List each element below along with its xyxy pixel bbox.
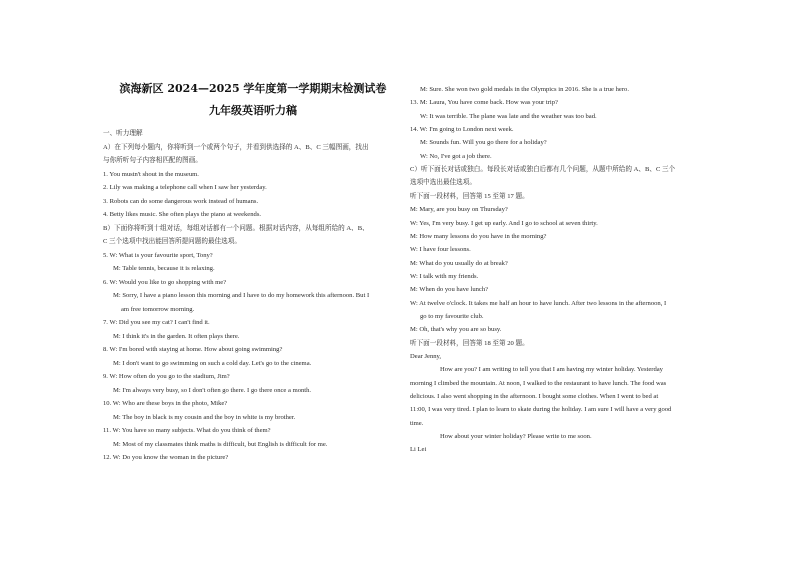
text-line: W: I talk with my friends. <box>410 272 479 280</box>
text-line: 10. W: Who are these boys in the photo, Mike? <box>103 400 228 407</box>
text-line: W: I have four lessons. <box>410 246 471 254</box>
text-line: 听下面一段材料，回答第 18 至第 20 题。 <box>410 339 529 347</box>
text-line: B）下面你将听到十组对话，每组对话都有一个问题。根据对话内容，从每组所给的 A、B、 <box>103 224 369 232</box>
text-line: C）听下面长对话或独白。每段长对话或独白后都有几个问题，从题中所给的 A、B、C 三个 <box>410 166 676 174</box>
text-line: M: Table tennis, because it is relaxing. <box>113 265 215 272</box>
text-line: W: It was terrible. The plane was late and the weather was too bad. <box>420 112 597 120</box>
text-line: W: No, I've got a job there. <box>420 152 492 160</box>
text-line: go to my favourite club. <box>420 312 484 320</box>
text-line: M: Most of my classmates think maths is difficult, but English is difficult for me. <box>113 440 328 448</box>
text-line: M: Oh, that's why you are so busy. <box>410 326 502 334</box>
text-line: M: Sure. She won two gold medals in the Olympics in 2016. She is a true hero. <box>420 86 629 93</box>
text-line: 一、听力理解 <box>103 130 143 137</box>
text-line: M: Mary, are you busy on Thursday? <box>410 206 508 214</box>
text-line: M: I'm always very busy, so I don't often go there. I go there once a month. <box>113 386 312 394</box>
text-line: How are you? I am writing to tell you that I am having my winter holiday. Yesterday <box>440 366 663 374</box>
text-line: 12. W: Do you know the woman in the picture? <box>103 454 229 461</box>
text-line: 听下面一段材料，回答第 15 至第 17 题。 <box>410 192 529 200</box>
text-line: 9. W: How often do you go to the stadium, Jim? <box>103 373 230 380</box>
text-line: M: Sounds fun. Will you go there for a holiday? <box>420 139 547 147</box>
text-line: M: When do you have lunch? <box>410 286 489 294</box>
text-line: M: Sorry, I have a piano lesson this morning and I have to do my homework this afternoon. But I <box>113 292 370 299</box>
text-line: A）在下列每小题内，你将听到一个或两个句子，并看到供选择的 A、B、C 三幅图画，找出 <box>103 143 369 151</box>
text-line: C 三个选项中找出能回答所提问题的最佳选项。 <box>103 238 241 245</box>
text-line: am free tomorrow morning. <box>121 305 195 313</box>
text-line: W: At twelve o'clock. It takes me half an hour to have lunch. After two lessons in the afternoon, I <box>410 299 667 307</box>
text-line: How about your winter holiday? Please write to me soon. <box>440 433 592 441</box>
text-line: 7. W: Did you see my cat? I can't find it. <box>103 319 210 326</box>
text-line: 4. Betty likes music. She often plays the piano at weekends. <box>103 211 262 218</box>
text-line: 13. M: Laura, You have come back. How was your trip? <box>410 99 558 107</box>
text-line: 11. W: You have so many subjects. What do you think of them? <box>103 427 271 434</box>
page-subtitle: 九年级英语听力稿 <box>209 104 297 117</box>
text-line: 6. W: Would you like to go shopping with me? <box>103 278 227 286</box>
text-line: morning I climbed the mountain. At noon, I walked to the restaurant to have lunch. The food was <box>410 379 667 387</box>
text-line: 3. Robots can do some dangerous work instead of humans. <box>103 197 259 205</box>
text-line: 5. W: What is your favourite sport, Tony? <box>103 251 213 259</box>
text-line: 与你所听句子内容相匹配的图画。 <box>103 157 202 164</box>
text-line: Dear Jenny, <box>410 353 442 360</box>
text-line: delicious. I also went shopping in the afternoon. I bought some clothes. When I went to bed at <box>410 393 659 401</box>
text-line: M: I don't want to go swimming on such a cold day. Let's go to the cinema. <box>113 359 312 367</box>
text-line: 8. W: I'm bored with staying at home. How about going swimming? <box>103 346 283 353</box>
text-line: W: Yes, I'm very busy. I get up early. And I go to school at seven thirty. <box>410 219 598 227</box>
page-title: 滨海新区 2024—2025 学年度第一学期期末检测试卷 <box>119 82 387 95</box>
text-line: 1. You mustn't shout in the museum. <box>103 170 199 178</box>
text-line: 11:00, I was very tired. I plan to learn to skate during the holiday. I am sure I will have a very good <box>410 406 672 414</box>
text-line: M: I think it's in the garden. It often plays there. <box>113 332 240 340</box>
text-line: M: What do you usually do at break? <box>410 259 508 267</box>
text-line: 2. Lily was making a telephone call when I saw her yesterday. <box>103 184 267 191</box>
text-line: 选项中选出最佳选项。 <box>410 179 476 187</box>
text-line: M: The boy in black is my cousin and the boy in white is my brother. <box>113 413 296 421</box>
text-line: 14. W: I'm going to London next week. <box>410 126 514 134</box>
text-line: Li Lei <box>410 446 427 454</box>
text-line: time. <box>410 419 424 427</box>
text-line: M: How many lessons do you have in the morning? <box>410 232 547 240</box>
